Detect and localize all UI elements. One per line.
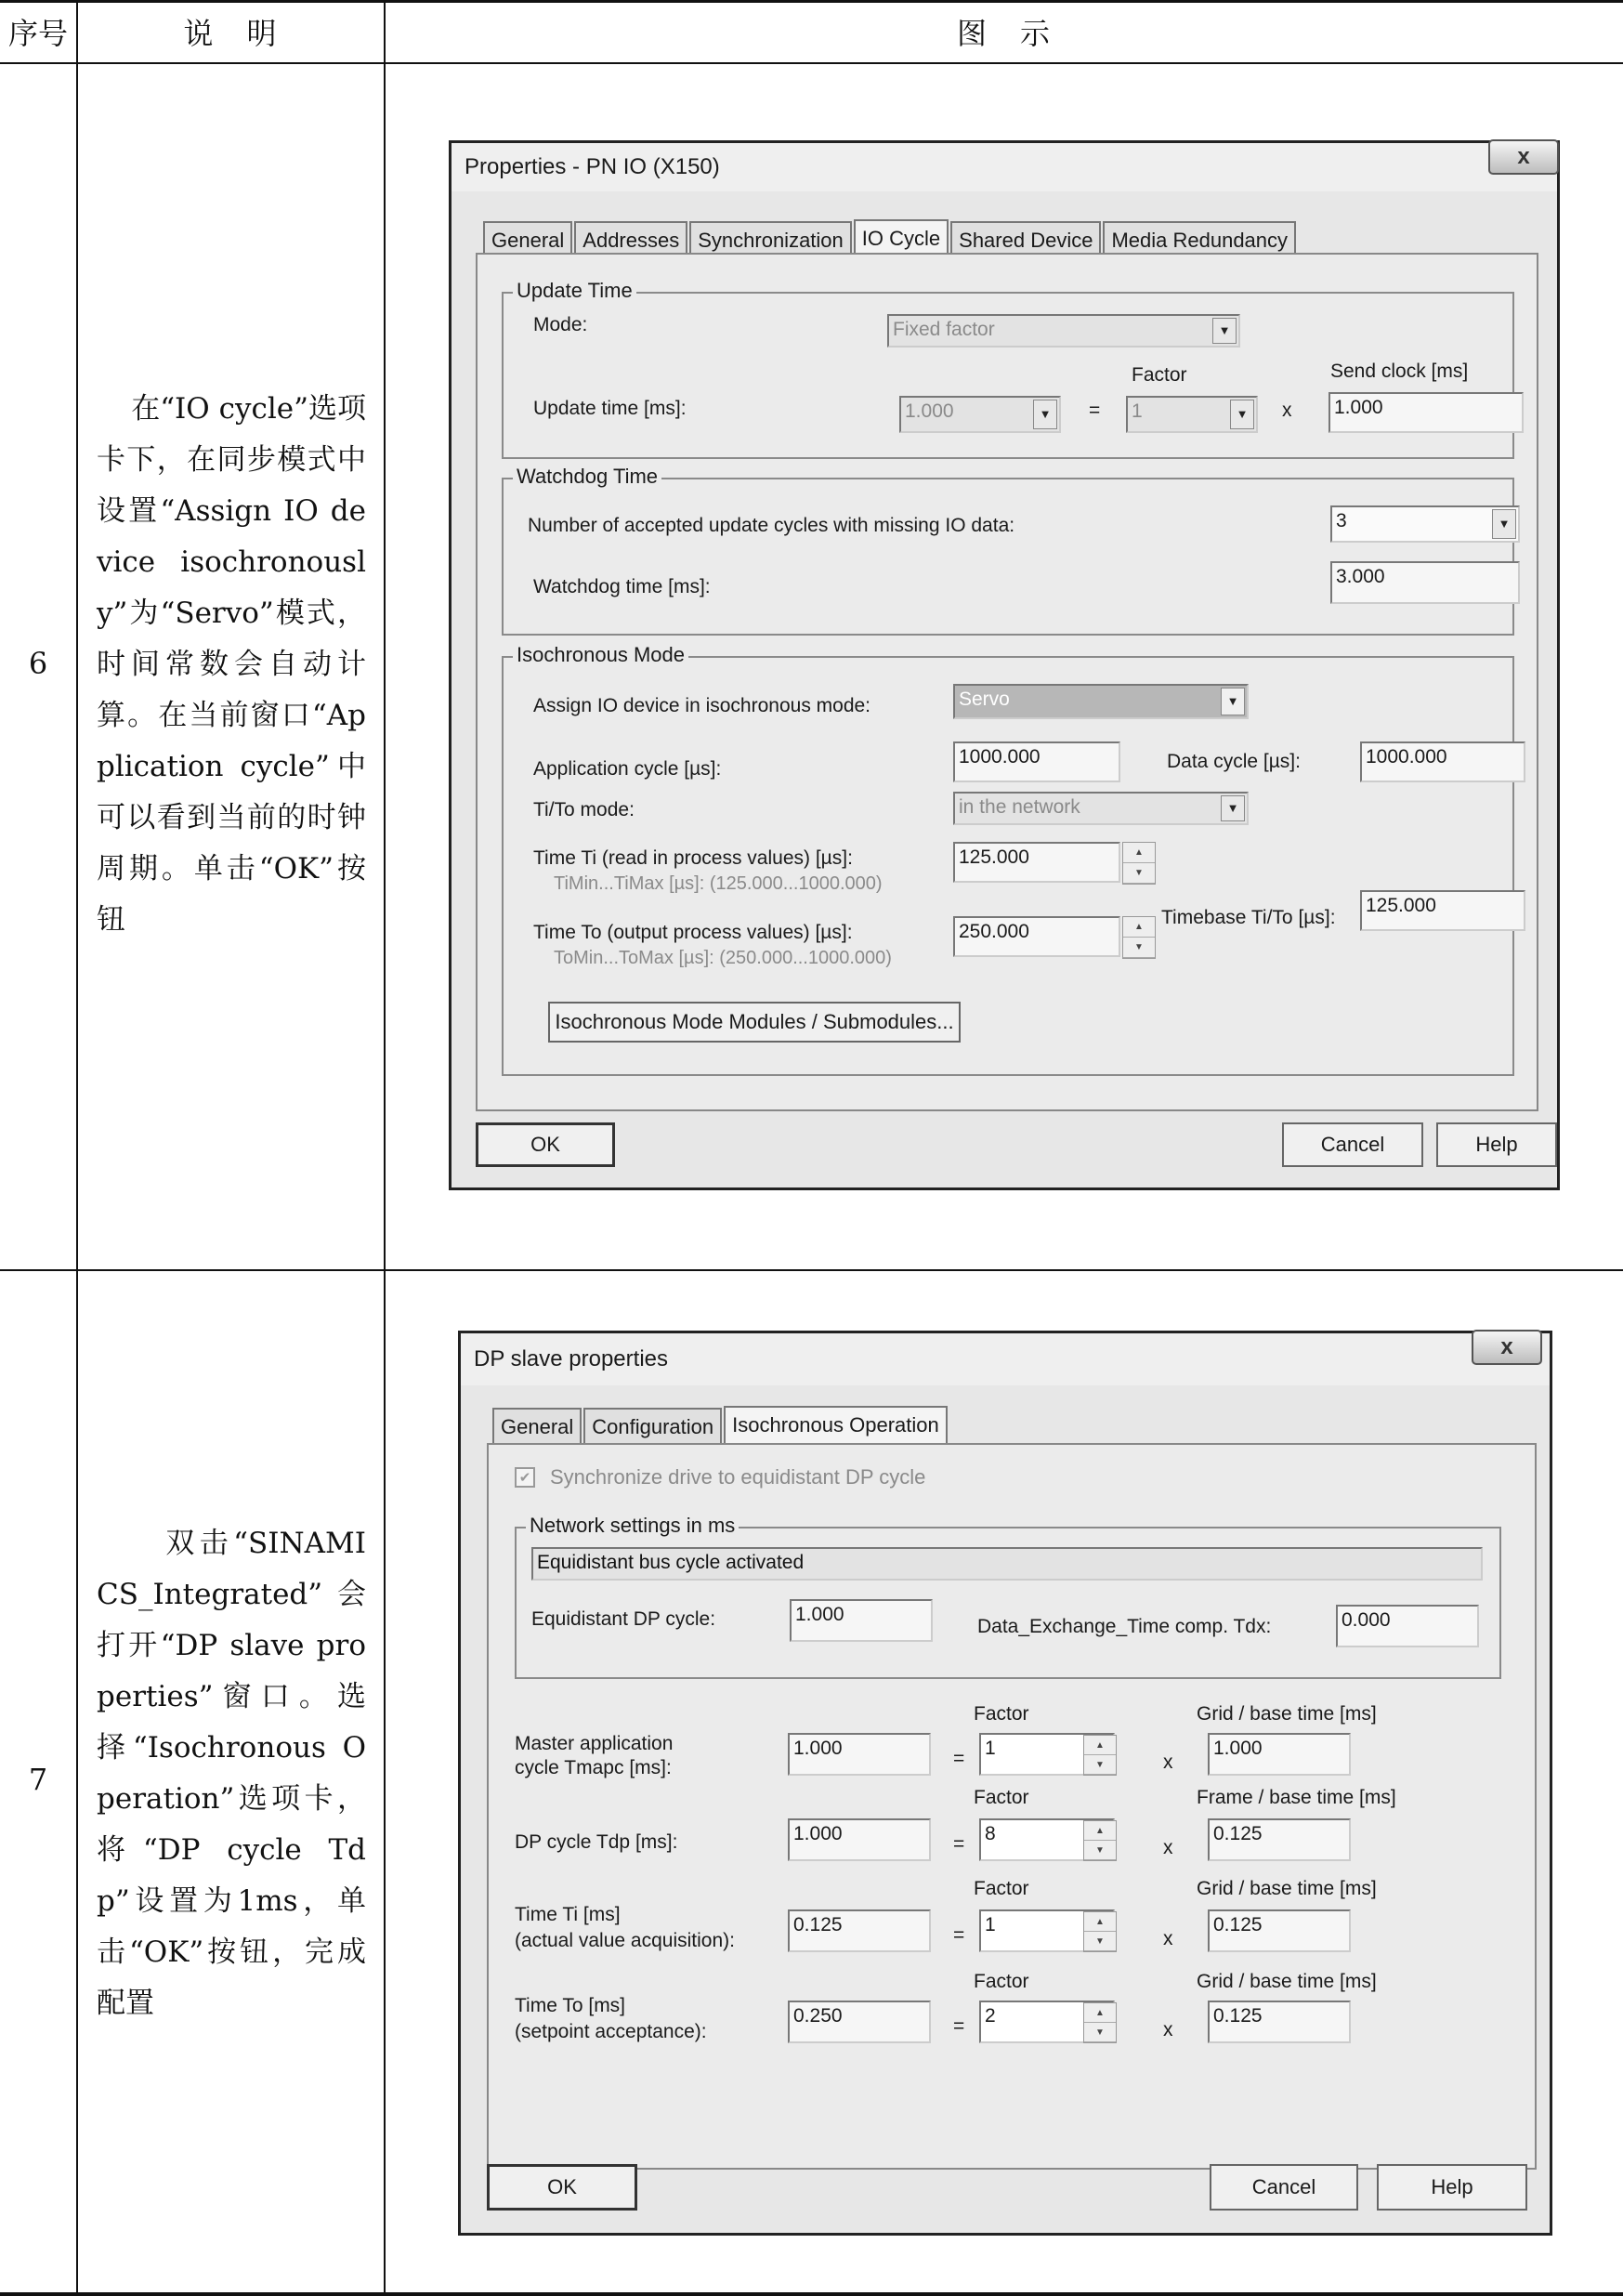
spin-down-icon[interactable]: ▼ [1084, 2023, 1116, 2042]
tab-general[interactable]: General [492, 1408, 582, 1445]
tab-general[interactable]: General [483, 221, 572, 258]
ti-label-2: (actual value acquisition): [515, 1930, 735, 1951]
tdp-label: DP cycle Tdp [ms]: [515, 1831, 678, 1853]
header-desc: 说 明 [183, 16, 279, 51]
factor-label: Factor [974, 1787, 1029, 1808]
dialog-title: DP slave properties [461, 1333, 1550, 1385]
ti-field[interactable]: 125.000 [953, 842, 1120, 883]
tmapc-factor-stepper[interactable] [1083, 1735, 1117, 1776]
tdx-field[interactable]: 0.000 [1336, 1605, 1479, 1647]
row-description-text: 双击“SINAMICS_Integrated”会打开“DP slave properties”窗口。选择“Isochronous Operation”选项卡，将“DP cycle Tdp”设置为1ms，单击“OK”按钮，完成配置 [97, 1527, 366, 2020]
tab-shared-device[interactable]: Shared Device [950, 221, 1101, 258]
cancel-button[interactable]: Cancel [1282, 1122, 1423, 1167]
equals-sign: = [953, 2015, 965, 2037]
spin-up-icon[interactable]: ▲ [1084, 1821, 1116, 1841]
equals-sign: = [953, 1748, 965, 1769]
update-time-label: Update time [ms]: [533, 398, 687, 419]
base-time-label: Frame / base time [ms] [1197, 1787, 1396, 1808]
tab-io-cycle[interactable]: IO Cycle [854, 219, 949, 260]
factor-label: Factor [974, 1878, 1029, 1899]
bus-cycle-status: Equidistant bus cycle activated [531, 1547, 1483, 1581]
to-label: Time To (output process values) [µs]: [533, 922, 853, 943]
group-legend: Update Time [513, 279, 636, 303]
factor-select[interactable] [1126, 396, 1258, 433]
data-cycle-label: Data cycle [µs]: [1167, 751, 1301, 772]
update-time-value: 1.000 [905, 400, 954, 422]
factor-label: Factor [974, 1703, 1029, 1725]
tdx-label: Data_Exchange_Time comp. Tdx: [977, 1616, 1272, 1637]
mode-select[interactable] [887, 314, 1240, 348]
ti-label: Time Ti [ms] [515, 1904, 621, 1925]
tab-media-redundancy[interactable]: Media Redundancy [1103, 221, 1296, 258]
tab-panel [487, 1443, 1537, 2170]
chevron-down-icon: ▼ [1230, 400, 1254, 429]
multiply-sign: x [1163, 1837, 1173, 1858]
accepted-cycles-select[interactable] [1330, 505, 1520, 543]
timebase-label: Timebase Ti/To [µs]: [1161, 907, 1336, 928]
ti-factor-stepper[interactable] [1083, 1911, 1117, 1952]
multiply-sign: x [1163, 2019, 1173, 2040]
factor-label: Factor [974, 1971, 1029, 1992]
watchdog-time-field[interactable]: 3.000 [1330, 561, 1520, 604]
row-description-text: 在“IO cycle”选项卡下，在同步模式中设置“Assign IO device isochronously”为“Servo”模式，时间常数会自动计算。在当前窗口“Application cycle”中可以看到当前的时钟周期。单击“OK”按钮 [97, 392, 366, 937]
tdp-factor-field[interactable]: 8 [979, 1818, 1115, 1861]
table-bottom-border [0, 2292, 1623, 2296]
data-cycle-field[interactable]: 1000.000 [1360, 741, 1525, 782]
tdp-factor-stepper[interactable] [1083, 1820, 1117, 1861]
factor-label: Factor [1132, 364, 1187, 386]
tab-synchronization[interactable]: Synchronization [689, 221, 852, 258]
help-button[interactable]: Help [1436, 1122, 1557, 1167]
tdp-base-field[interactable]: 0.125 [1208, 1818, 1351, 1861]
ok-button[interactable]: OK [487, 2164, 637, 2211]
tmapc-base-field[interactable]: 1.000 [1208, 1733, 1351, 1776]
to-stepper[interactable] [1122, 916, 1156, 959]
factor-value: 1 [1132, 400, 1143, 422]
tab-panel [476, 253, 1538, 1111]
close-icon[interactable]: x [1472, 1330, 1542, 1365]
spin-down-icon[interactable]: ▼ [1084, 1755, 1116, 1775]
tito-mode-value: in the network [959, 796, 1080, 818]
watchdog-time-label: Watchdog time [ms]: [533, 576, 711, 597]
network-settings-group [515, 1514, 1501, 1679]
group-legend: Watchdog Time [513, 465, 661, 489]
pn-io-properties-dialog [449, 140, 1560, 1190]
to-base-field[interactable]: 0.125 [1208, 2001, 1351, 2043]
row-description [97, 384, 366, 946]
base-time-label: Grid / base time [ms] [1197, 1878, 1377, 1899]
multiply-sign: x [1282, 400, 1292, 421]
base-time-label: Grid / base time [ms] [1197, 1971, 1377, 1992]
chevron-down-icon: ▼ [1212, 318, 1237, 344]
tab-configuration[interactable]: Configuration [583, 1408, 722, 1445]
update-time-group [502, 279, 1514, 459]
close-icon[interactable]: x [1488, 139, 1559, 175]
col-divider-2 [384, 0, 386, 2296]
spin-down-icon[interactable]: ▼ [1084, 1932, 1116, 1951]
tmapc-field[interactable]: 1.000 [788, 1733, 931, 1776]
chevron-down-icon: ▼ [1221, 688, 1245, 715]
isochronous-mode-group [502, 643, 1514, 1076]
assign-io-label: Assign IO device in isochronous mode: [533, 695, 871, 716]
to-field[interactable]: 250.000 [953, 916, 1120, 957]
base-time-label: Grid / base time [ms] [1197, 1703, 1377, 1725]
ti-range: TiMin...TiMax [µs]: (125.000...1000.000) [554, 873, 883, 894]
ti-stepper[interactable] [1122, 842, 1156, 885]
ti-label: Time Ti (read in process values) [µs]: [533, 847, 853, 869]
sync-drive-checkbox[interactable]: ✔ [515, 1467, 535, 1488]
spin-up-icon[interactable]: ▲ [1123, 917, 1155, 938]
tmapc-factor-field[interactable]: 1 [979, 1733, 1115, 1776]
tab-bar [492, 1404, 949, 1445]
multiply-sign: x [1163, 1752, 1173, 1773]
col-divider-1 [76, 0, 78, 2296]
spin-down-icon[interactable]: ▼ [1123, 863, 1155, 884]
spin-up-icon[interactable]: ▲ [1123, 843, 1155, 863]
ti-base-field[interactable]: 0.125 [1208, 1909, 1351, 1952]
row-number: 7 [28, 1762, 48, 1797]
help-button[interactable]: Help [1377, 2164, 1527, 2211]
mode-label: Mode: [533, 314, 588, 335]
tito-mode-label: Ti/To mode: [533, 799, 635, 820]
spin-down-icon[interactable]: ▼ [1123, 938, 1155, 958]
group-legend: Isochronous Mode [513, 643, 688, 667]
row-divider [0, 1269, 1623, 1271]
timebase-field[interactable]: 125.000 [1360, 890, 1525, 931]
chevron-down-icon: ▼ [1221, 795, 1245, 821]
tmapc-label-2: cycle Tmapc [ms]: [515, 1757, 672, 1778]
header-figure: 图 示 [956, 16, 1052, 51]
cancel-button[interactable]: Cancel [1210, 2164, 1358, 2211]
ok-button[interactable]: OK [476, 1122, 615, 1167]
tdp-field[interactable]: 1.000 [788, 1818, 931, 1861]
accepted-cycles-value: 3 [1336, 510, 1347, 531]
to-factor-stepper[interactable] [1083, 2002, 1117, 2043]
send-clock-label: Send clock [ms] [1330, 361, 1469, 382]
equals-sign: = [953, 1833, 965, 1855]
to-label: Time To [ms] [515, 1995, 626, 2016]
to-range: ToMin...ToMax [µs]: (250.000...1000.000) [554, 948, 892, 968]
row-number: 6 [28, 646, 48, 681]
tito-mode-select[interactable] [953, 792, 1249, 825]
to-label-2: (setpoint acceptance): [515, 2021, 707, 2042]
send-clock-field[interactable]: 1.000 [1329, 392, 1524, 433]
multiply-sign: x [1163, 1928, 1173, 1949]
watchdog-time-group [502, 465, 1514, 636]
to-factor-field[interactable]: 2 [979, 2001, 1115, 2043]
application-cycle-field[interactable]: 1000.000 [953, 741, 1120, 782]
isochronous-modules-button[interactable]: Isochronous Mode Modules / Submodules... [548, 1002, 961, 1043]
spin-down-icon[interactable]: ▼ [1084, 1841, 1116, 1860]
update-time-select[interactable] [899, 396, 1061, 433]
tab-isochronous-operation[interactable]: Isochronous Operation [724, 1406, 948, 1447]
tab-addresses[interactable]: Addresses [574, 221, 687, 258]
equals-sign: = [1089, 400, 1101, 421]
chevron-down-icon: ▼ [1033, 400, 1057, 429]
spin-up-icon[interactable]: ▲ [1084, 1736, 1116, 1755]
ti-factor-field[interactable]: 1 [979, 1909, 1115, 1952]
sync-drive-label: Synchronize drive to equidistant DP cycle [550, 1465, 926, 1489]
tmapc-label: Master application [515, 1733, 674, 1754]
equals-sign: = [953, 1924, 965, 1946]
header-seq: 序号 [7, 16, 68, 51]
dp-slave-properties-dialog [458, 1331, 1552, 2236]
accepted-cycles-label: Number of accepted update cycles with missing IO data: [528, 515, 1015, 536]
equidistant-dp-cycle-field[interactable]: 1.000 [790, 1599, 933, 1642]
equidistant-dp-cycle-label: Equidistant DP cycle: [531, 1608, 716, 1630]
chevron-down-icon: ▼ [1492, 509, 1516, 539]
dialog-title: Properties - PN IO (X150) [452, 143, 1557, 191]
application-cycle-label: Application cycle [µs]: [533, 758, 722, 780]
mode-value: Fixed factor [893, 319, 995, 340]
row-description [97, 1518, 366, 2029]
spin-up-icon[interactable]: ▲ [1084, 1912, 1116, 1932]
assign-io-select[interactable] [953, 684, 1249, 719]
spin-up-icon[interactable]: ▲ [1084, 2003, 1116, 2023]
to-field[interactable]: 0.250 [788, 2001, 931, 2043]
assign-io-value: Servo [959, 689, 1010, 710]
ti-field[interactable]: 0.125 [788, 1909, 931, 1952]
group-legend: Network settings in ms [526, 1514, 739, 1538]
